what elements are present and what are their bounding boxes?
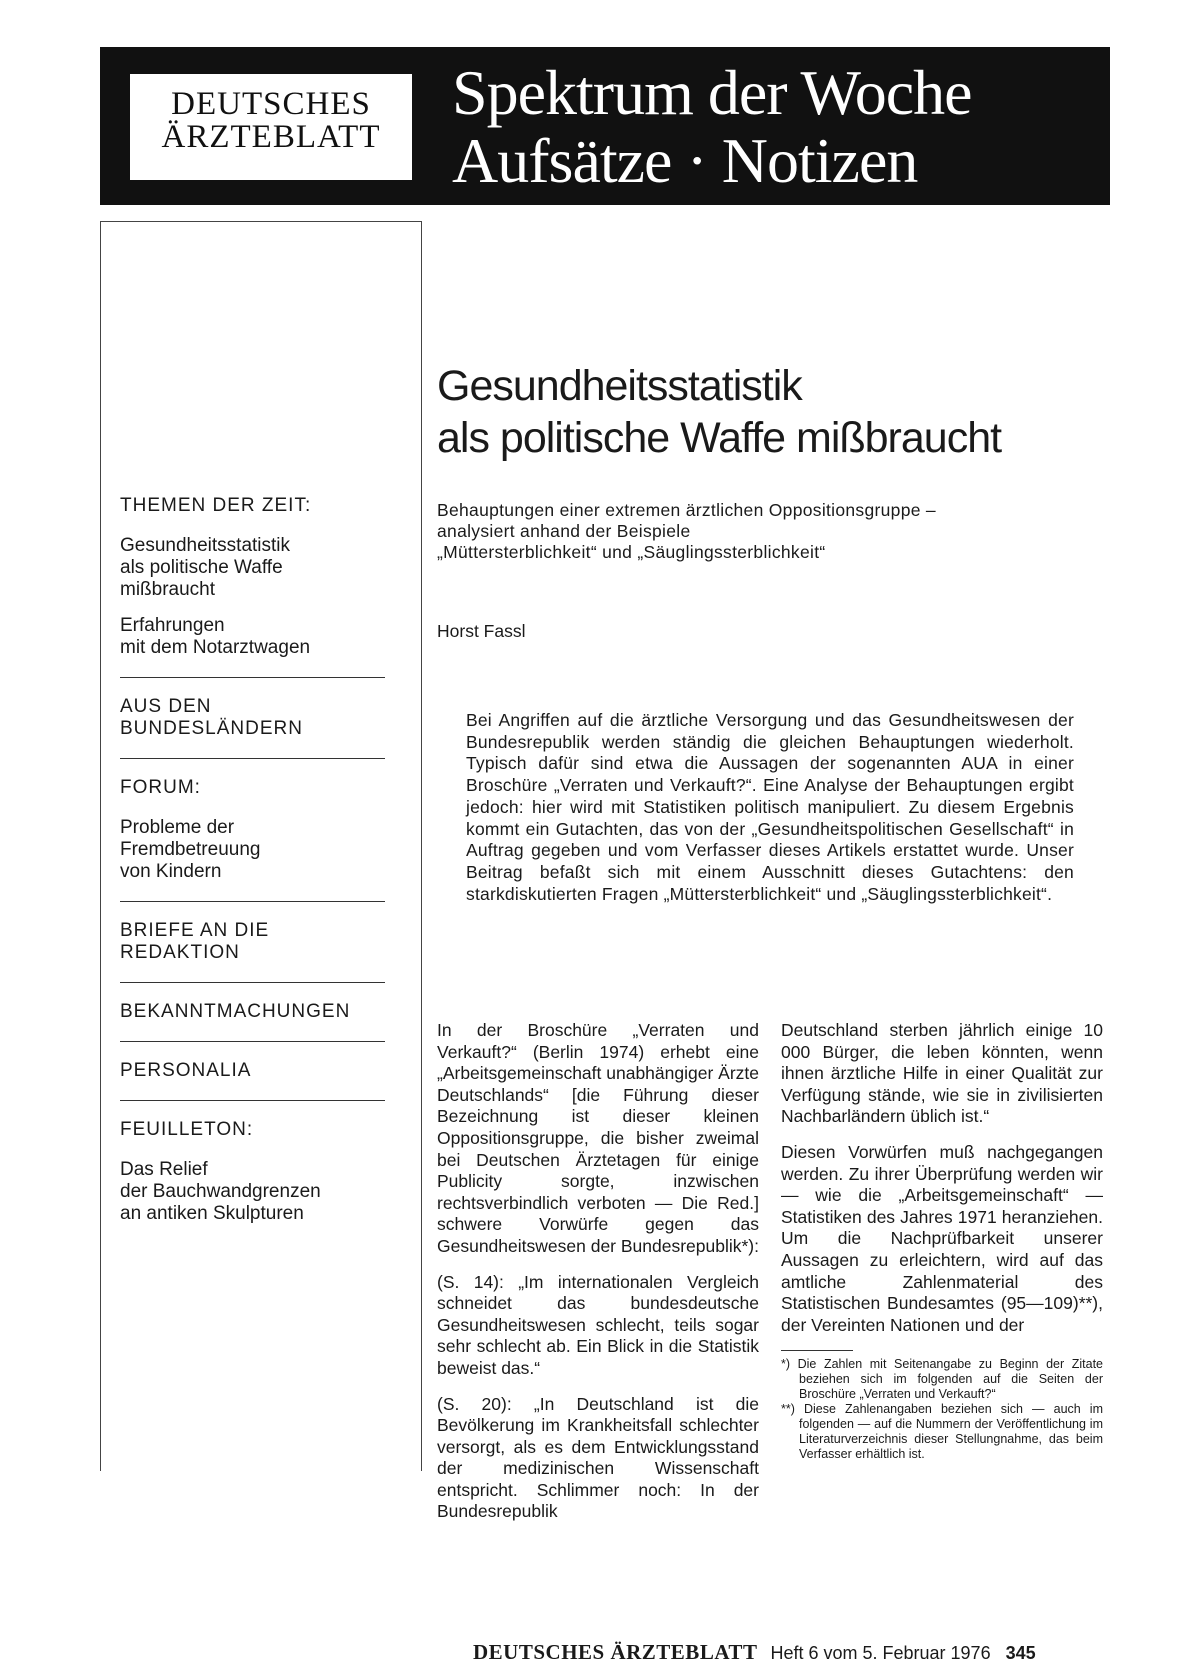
page-number: 345 bbox=[1005, 1643, 1036, 1663]
footnote-divider bbox=[781, 1350, 853, 1351]
logo-line-1: DEUTSCHES bbox=[171, 86, 371, 122]
body-paragraph: (S. 14): „Im internationalen Vergleich schneidet das bundesdeutsche Gesundheitswesen schlecht, teils sogar sehr schlecht ab. Ein Blick in die Statistik beweist das.“ bbox=[437, 1271, 759, 1378]
toc-section-heading: BEKANNTMACHUNGEN bbox=[120, 1001, 351, 1022]
toc-section bbox=[120, 1001, 400, 1023]
article-subtitle bbox=[437, 500, 1037, 563]
toc-section-heading: FORUM: bbox=[120, 777, 201, 798]
section-title bbox=[452, 59, 972, 195]
body-paragraph: (S. 20): „In Deutschland ist die Bevölkerung im Krankheitsfall schlechter versorgt, als es dem Entwicklungsstand der medizinischen Wissenschaft entspricht. Schlimmer noch: In der Bundesrepublik bbox=[437, 1393, 759, 1522]
body-column-left bbox=[437, 1020, 759, 1537]
footnotes bbox=[781, 1357, 1103, 1462]
toc-divider bbox=[120, 1100, 385, 1101]
toc-section bbox=[120, 495, 400, 659]
toc-section bbox=[120, 777, 400, 883]
section-title-line-1: Spektrum der Woche bbox=[452, 57, 972, 128]
section-title-line-2: Aufsätze · Notizen bbox=[452, 125, 918, 196]
footnote: *) Die Zahlen mit Seitenangabe zu Beginn der Zitate beziehen sich im folgenden auf die Seiten der Broschüre „Verraten und Verkauft?“ bbox=[781, 1357, 1103, 1402]
table-of-contents bbox=[120, 495, 400, 1239]
toc-section bbox=[120, 1060, 400, 1082]
toc-section bbox=[120, 696, 400, 740]
toc-section-heading: BRIEFE AN DIE REDAKTION bbox=[120, 920, 270, 963]
toc-section-heading: AUS DEN BUNDESLÄNDERN bbox=[120, 696, 303, 739]
body-column-right bbox=[781, 1020, 1103, 1462]
toc-entry: Erfahrungen mit dem Notarztwagen bbox=[120, 615, 311, 658]
article-title-line-1: Gesundheitsstatistik bbox=[437, 362, 802, 410]
footer-brand: DEUTSCHES ÄRZTEBLATT bbox=[473, 1640, 758, 1664]
article-title bbox=[437, 360, 1117, 464]
toc-section-heading: PERSONALIA bbox=[120, 1060, 252, 1081]
author-name: Horst Fassl bbox=[437, 621, 526, 641]
footer-issue: Heft 6 vom 5. Februar 1976 bbox=[770, 1643, 991, 1663]
masthead bbox=[100, 47, 1110, 205]
logo-line-2: ÄRZTEBLATT bbox=[161, 119, 381, 155]
body-paragraph: In der Broschüre „Verraten und Verkauft?“ (Berlin 1974) erhebt eine „Arbeitsgemeinschaft unabhängiger Ärzte Deutschlands“ [die Führung dieser Bezeichnung ist dieser kleinen Oppositionsgruppe, die bisher zweimal bei Deutschen Ärztetagen für einige Publicity sorgte, inzwischen rechtsverbindlich verboten — Die Red.] schwere Vorwürfe gegen das Gesundheitswesen der Bundesrepublik*): bbox=[437, 1020, 759, 1256]
toc-divider bbox=[120, 1041, 385, 1042]
toc-section-heading: FEUILLETON: bbox=[120, 1119, 254, 1140]
body-paragraph: Deutschland sterben jährlich einige 10 000 Bürger, die leben könnten, wenn ihnen ärztliche Hilfe in einer Qualität zur Verfügung stände, wie sie in zivilisierten Nachbarländern üblich ist.“ bbox=[781, 1020, 1103, 1127]
article-subtitle-line-1: Behauptungen einer extremen ärztlichen Oppositionsgruppe – bbox=[437, 500, 936, 520]
toc-section-heading: THEMEN DER ZEIT: bbox=[120, 495, 312, 516]
lead-paragraph: Bei Angriffen auf die ärztliche Versorgung und das Gesundheitswesen der Bundesrepublik werden ständig die gleichen Behauptungen wiederholt. Typisch dafür sind etwa die Aussagen der sogenannten AUA in einer Broschüre „Verraten und Verkauft?“. Eine Analyse der Behauptungen ergibt jedoch: hier wird mit Statistiken politisch manipuliert. Zu diesem Ergebnis kommt ein Gutachten, das von der „Gesundheitspolitischen Gesellschaft“ in Auftrag gegeben und vom Verfasser dieses Artikels erstattet wurde. Unser Beitrag befaßt sich mit einem Ausschnitt dieses Gutachtens: den starkdiskutierten Fragen „Müttersterblichkeit“ und „Säuglingssterblichkeit“. bbox=[466, 710, 1074, 904]
toc-section bbox=[120, 920, 400, 964]
article-title-line-2: als politische Waffe mißbraucht bbox=[437, 414, 1002, 462]
toc-entry: Gesundheitsstatistik als politische Waffe mißbraucht bbox=[120, 535, 291, 600]
toc-divider bbox=[120, 758, 385, 759]
article-subtitle-line-3: „Müttersterblichkeit“ und „Säuglingssterblichkeit“ bbox=[437, 542, 826, 562]
page-footer bbox=[473, 1640, 1093, 1665]
journal-logo bbox=[130, 74, 412, 180]
body-paragraph: Diesen Vorwürfen muß nachgegangen werden. Zu ihrer Überprüfung werden wir — wie die „Arbeitsgemeinschaft“ — Statistiken des Jahres 1971 heranziehen. Um die Nachprüfbarkeit unserer Aussagen zu erleichtern, wird auf das amtliche Zahlenmaterial des Statistischen Bundesamtes (95—109)**), der Vereinten Nationen und der bbox=[781, 1141, 1103, 1335]
toc-divider bbox=[120, 677, 385, 678]
footnote: **) Diese Zahlenangaben beziehen sich — auch im folgenden — auf die Nummern der Veröffentlichung im Literaturverzeichnis dieser Stellungnahme, das beim Verfasser erhältlich ist. bbox=[781, 1402, 1103, 1462]
article-subtitle-line-2: analysiert anhand der Beispiele bbox=[437, 521, 691, 541]
toc-divider bbox=[120, 982, 385, 983]
toc-entry: Probleme der Fremdbetreuung von Kindern bbox=[120, 817, 261, 882]
toc-entry: Das Relief der Bauchwandgrenzen an antiken Skulpturen bbox=[120, 1159, 321, 1224]
toc-section bbox=[120, 1119, 400, 1225]
toc-divider bbox=[120, 901, 385, 902]
